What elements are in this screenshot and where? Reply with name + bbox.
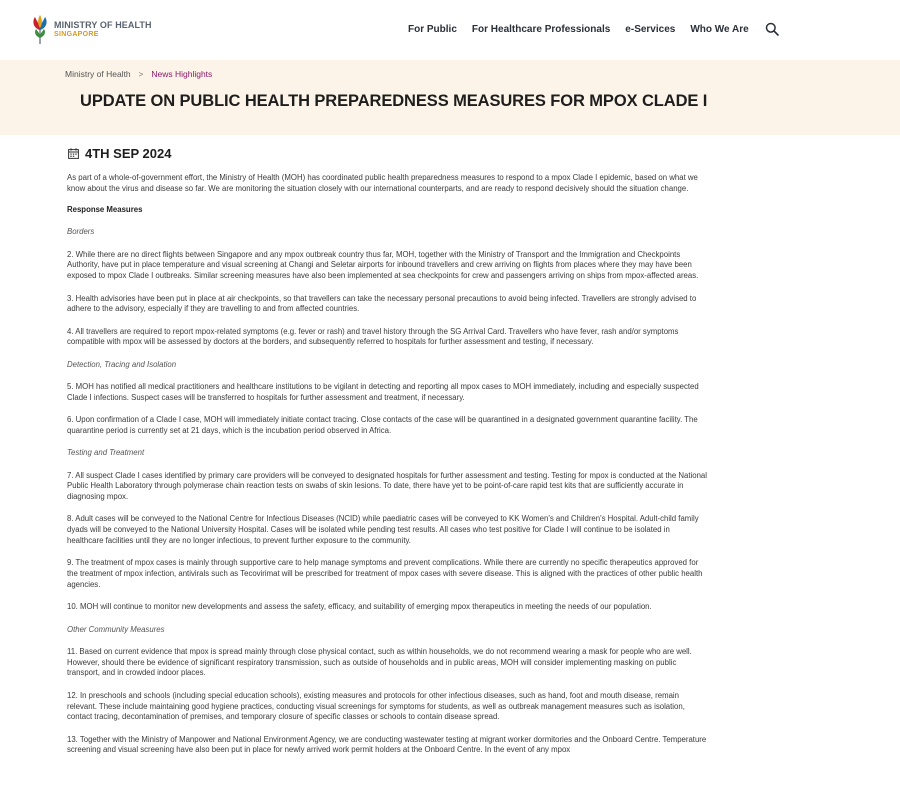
title-banner: [0, 60, 900, 135]
logo-subtitle: SINGAPORE: [54, 31, 99, 38]
paragraph-9: 9. The treatment of mpox cases is mainly through supportive care to help manage symptoms and prevent complications. While there are currently no specific therapeutics approved for the treatment of mpox infection, antivirals such as Tecovirimat will be prescribed for treatment of mpox cases with severe disease. This is aligned with the practices of other public health agencies.: [67, 558, 703, 589]
paragraph-5: 5. MOH has notified all medical practitioners and healthcare institutions to be vigilant in detecting and reporting all mpox cases to MOH immediately, including and especially suspected Clade I infections. Suspect cases will be transferred to hospitals for further assessment and treatment, if necessary.: [67, 382, 699, 402]
paragraph-12: 12. In preschools and schools (including special education schools), existing measures and protocols for other infectious diseases, such as hand, foot and mouth disease, remain relevant. These include maintaining good hygiene practices, conducting visual screenings for symptoms for students, as well as outbreak management measures such as isolation, contact tracing, decontamination of premises, and temporary closure of specific classes or schools to contain disease spread.: [67, 690, 685, 722]
paragraph-2: 2. While there are no direct flights between Singapore and any mpox outbreak country thus far, MOH, together with the Ministry of Transport and the Immigration and Checkpoints Authority, have put in place temperature and visual screening at Changi and Seletar airports for inbound travellers and crew arriving on flights from places where they may have been exposed to mpox Clade I outbreaks. Similar screening measures have also been implemented at sea checkpoints for crew and passengers arriving on ships from mpox-affected areas.: [67, 249, 699, 281]
nav-for-healthcare-professionals[interactable]: For Healthcare Professionals: [471, 23, 611, 35]
paragraph-8: 8. Adult cases will be conveyed to the National Centre for Infectious Diseases (NCID) while paediatric cases will be conveyed to KK Women's and Children's Hospital. Adult-child family dyads will be conveyed to the National University Hospital. Cases will be isolated while pending test results. All cases who test positive for Clade I will continue to be isolated in healthcare facilities until they are no longer infectious, to prevent further exposure to the community.: [67, 514, 699, 546]
page-title: UPDATE ON PUBLIC HEALTH PREPAREDNESS MEASURES FOR MPOX CLADE I: [80, 92, 708, 110]
nav-e-services[interactable]: e-Services: [625, 23, 676, 35]
article: [67, 146, 707, 768]
logo-title: MINISTRY OF HEALTH: [54, 20, 152, 30]
nav-for-public[interactable]: For Public: [408, 23, 457, 35]
subheading-testing-treatment: Testing and Treatment: [67, 448, 145, 458]
article-date: 4TH SEP 2024: [85, 146, 172, 161]
paragraph-11: 11. Based on current evidence that mpox is spread mainly through close physical contact, such as within households, we do not recommend wearing a mask for people who are well. However, should there be evidence of significant respiratory transmission, such as outside of households and in public areas, MOH will consider implementing masking on public transport, and in crowded indoor places.: [67, 646, 692, 678]
nav-who-we-are[interactable]: Who We Are: [690, 23, 749, 35]
breadcrumb: [65, 69, 212, 79]
paragraph-13: 13. Together with the Ministry of Manpower and National Environment Agency, we are conducting wastewater testing at migrant worker dormitories and the Onboard Centre. Temperature screening and visual screening have also been put in place for newly arrived work permit holders at the Onboard Centre. In the event of any mpox: [67, 734, 707, 755]
subheading-other-community-measures: Other Community Measures: [67, 624, 165, 634]
breadcrumb-separator-icon: >: [138, 69, 144, 79]
paragraph-4: 4. All travellers are required to report mpox-related symptoms (e.g. fever or rash) and travel history through the SG Arrival Card. Travellers who have fever, rash and/or symptoms compatible with mpox will be assessed by doctors at the borders, and subsequently referred to hospitals for further assessment and testing, if necessary.: [67, 326, 679, 347]
search-icon[interactable]: [765, 22, 779, 36]
paragraph-3: 3. Health advisories have been put in place at air checkpoints, so that travellers can take the necessary personal precautions to avoid being infected. Travellers are strongly advised to adhere to the advisory, especially if they are travelling to and from affected countries.: [67, 293, 697, 314]
paragraph-6: 6. Upon confirmation of a Clade I case, MOH will immediately initiate contact tracing. Close contacts of the case will be quarantined in a designated government quarantine facility. The quarantine period is currently set at 21 days, which is the incubation period observed in Africa.: [67, 415, 698, 435]
article-date-row: [68, 146, 707, 161]
paragraph-7: 7. All suspect Clade I cases identified by primary care providers will be conveyed to designated hospitals for further assessment and testing. Testing for mpox is conducted at the National Public Health Laboratory through polymerase chain reaction tests on swabs of skin lesions. To date, there have yet to be point-of-care rapid test kits that are sufficiently accurate in diagnosing mpox.: [67, 470, 707, 502]
calendar-icon: [68, 148, 79, 159]
paragraph-intro: As part of a whole-of-government effort, the Ministry of Health (MOH) has coordinated public health preparedness measures to respond to a mpox Clade I epidemic, based on what we know about the virus and disease so far. We are monitoring the situation closely with our international counterparts, and are ready to respond decisively should the situation change.: [67, 173, 698, 193]
section-heading-response-measures: Response Measures: [67, 205, 143, 215]
subheading-detection-tracing-isolation: Detection, Tracing and Isolation: [67, 359, 177, 369]
moh-logo[interactable]: [31, 14, 152, 46]
paragraph-10: 10. MOH will continue to monitor new developments and assess the safety, efficacy, and suitability of emerging mpox therapeutics in meeting the needs of our population.: [67, 602, 652, 612]
breadcrumb-current-link[interactable]: News Highlights: [151, 69, 213, 79]
site-header: [0, 0, 900, 60]
logo-text: [54, 20, 152, 40]
moh-logo-icon: [31, 14, 49, 46]
subheading-borders: Borders: [67, 227, 95, 237]
article-body: [67, 173, 707, 756]
main-nav: [408, 22, 779, 36]
breadcrumb-home-link[interactable]: Ministry of Health: [65, 69, 131, 79]
